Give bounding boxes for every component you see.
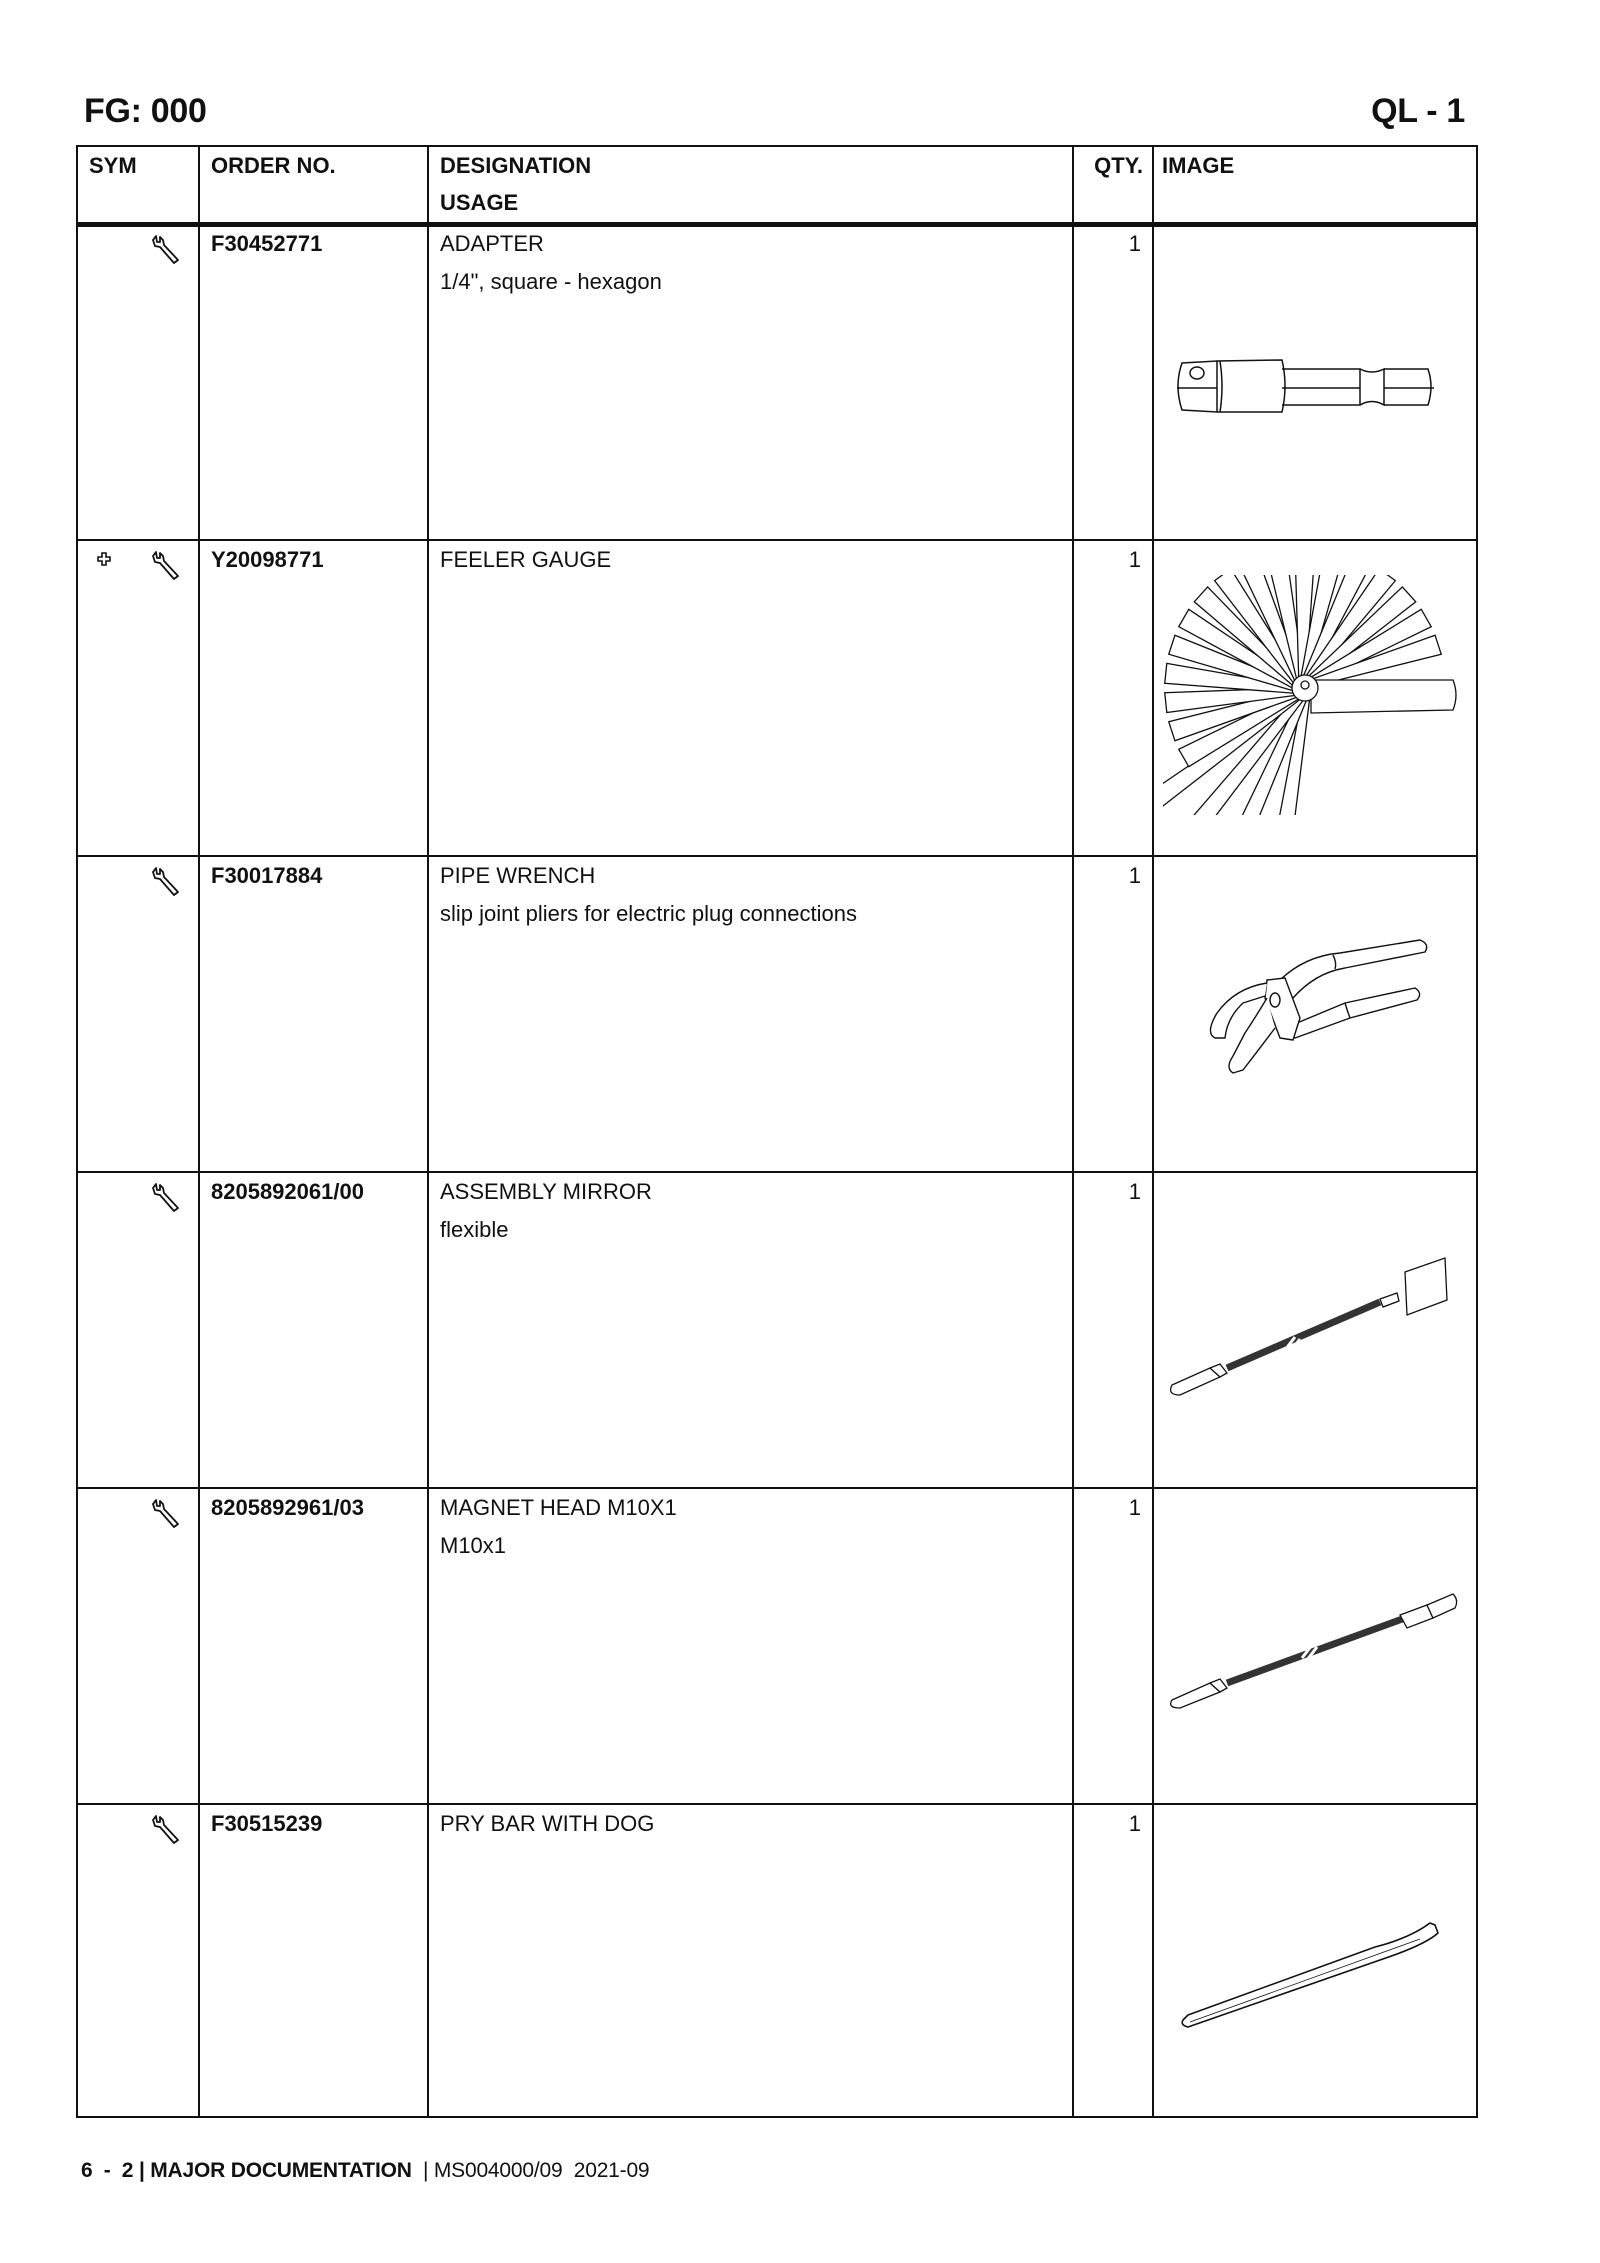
quantity: 1 bbox=[1128, 1495, 1141, 1520]
column-divider bbox=[198, 147, 200, 2116]
page-number: 6 - 2 bbox=[81, 2159, 134, 2182]
quantity: 1 bbox=[1128, 1811, 1141, 1836]
wrench-icon bbox=[150, 548, 184, 582]
designation: MAGNET HEAD M10X1 bbox=[440, 1495, 677, 1520]
header-designation: DESIGNATION bbox=[440, 153, 592, 178]
footer-separator: | bbox=[422, 2159, 429, 2182]
usage: 1/4", square - hexagon bbox=[440, 269, 662, 294]
wrench-icon bbox=[150, 864, 184, 898]
wrench-icon bbox=[150, 1812, 184, 1846]
page-footer bbox=[81, 2158, 649, 2184]
group-title: FG: 000 bbox=[84, 92, 207, 130]
magnet-illustration bbox=[1165, 1580, 1460, 1710]
order-number: F30017884 bbox=[211, 863, 323, 888]
column-divider bbox=[1072, 147, 1074, 2116]
order-number: F30452771 bbox=[211, 231, 323, 256]
wrench-icon bbox=[150, 1180, 184, 1214]
header-sym: SYM bbox=[89, 153, 137, 178]
wrench-icon bbox=[150, 232, 184, 266]
footer-section: MAJOR DOCUMENTATION bbox=[150, 2159, 412, 2182]
footer-separator: | bbox=[138, 2159, 145, 2182]
plus-icon bbox=[97, 552, 111, 566]
order-number: 8205892961/03 bbox=[211, 1495, 364, 1520]
designation: PIPE WRENCH bbox=[440, 863, 596, 888]
header-qty: QTY. bbox=[1094, 153, 1143, 178]
quantity: 1 bbox=[1128, 1179, 1141, 1204]
designation: FEELER GAUGE bbox=[440, 547, 612, 572]
mirror-illustration bbox=[1165, 1255, 1455, 1405]
order-number: F30515239 bbox=[211, 1811, 323, 1836]
usage: slip joint pliers for electric plug connections bbox=[440, 901, 857, 926]
order-number: Y20098771 bbox=[211, 547, 324, 572]
usage: flexible bbox=[440, 1217, 509, 1242]
wrench-icon bbox=[150, 1496, 184, 1530]
designation: PRY BAR WITH DOG bbox=[440, 1811, 655, 1836]
list-title: QL - 1 bbox=[1371, 92, 1465, 130]
pliers-illustration bbox=[1205, 938, 1433, 1078]
adapter-illustration bbox=[1172, 358, 1457, 416]
order-number: 8205892061/00 bbox=[211, 1179, 364, 1204]
quantity: 1 bbox=[1128, 863, 1141, 888]
designation: ADAPTER bbox=[440, 231, 544, 256]
document-date: 2021-09 bbox=[573, 2159, 650, 2182]
column-divider bbox=[1152, 147, 1154, 2116]
usage: M10x1 bbox=[440, 1533, 507, 1558]
designation: ASSEMBLY MIRROR bbox=[440, 1179, 652, 1204]
quantity: 1 bbox=[1128, 547, 1141, 572]
header-image: IMAGE bbox=[1162, 153, 1235, 178]
quantity: 1 bbox=[1128, 231, 1141, 256]
column-divider bbox=[427, 147, 429, 2116]
pry-bar-illustration bbox=[1180, 1905, 1445, 2035]
header-usage: USAGE bbox=[440, 190, 519, 215]
header-order-no: ORDER NO. bbox=[211, 153, 336, 178]
document-id: MS004000/09 bbox=[433, 2159, 563, 2182]
feeler-gauge-illustration bbox=[1163, 575, 1463, 815]
